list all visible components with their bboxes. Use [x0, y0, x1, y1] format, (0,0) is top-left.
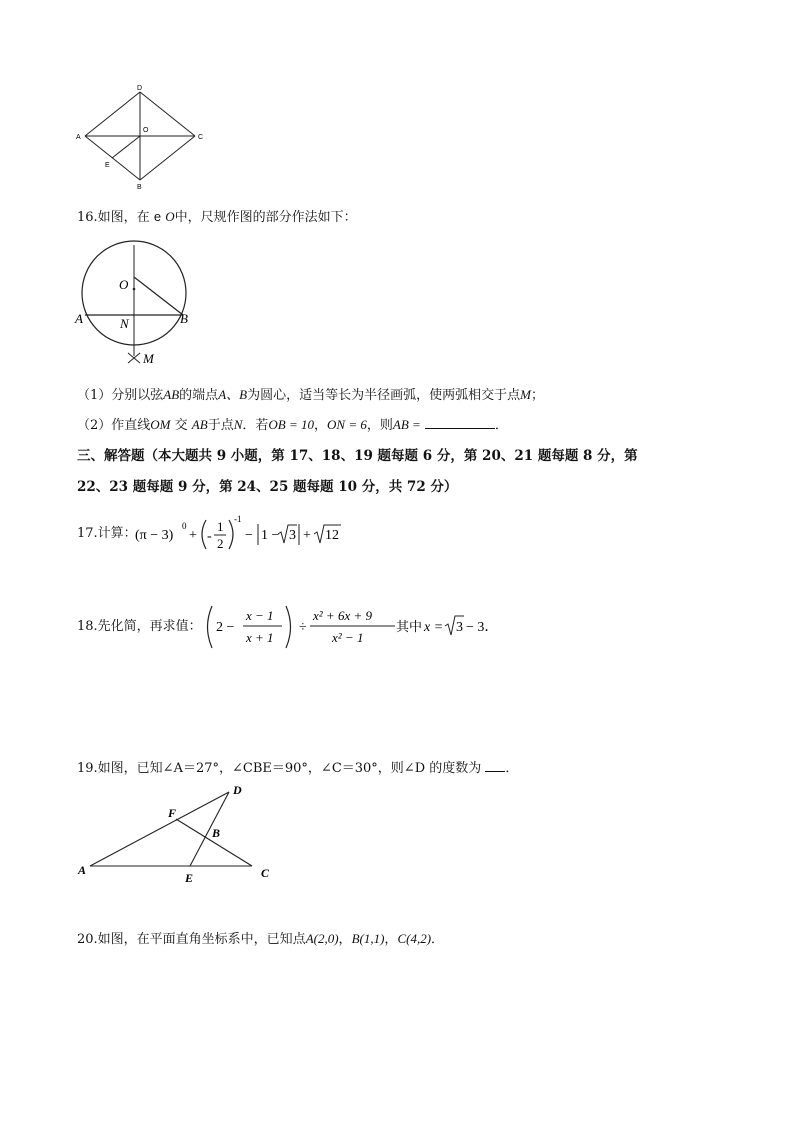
- label-e: E: [185, 871, 194, 885]
- pi-term: (π − 3): [135, 528, 174, 543]
- edge-cb: [140, 136, 195, 180]
- section-3-heading-line2: 22、23 题每题 9 分，第 24、25 题每题 10 分，共 72 分）: [77, 479, 458, 495]
- where-text: 其中: [396, 619, 423, 634]
- big-left-paren: [208, 606, 213, 648]
- point-c: C(4,2): [397, 931, 432, 946]
- answer-blank[interactable]: [485, 771, 505, 772]
- frac-sign: -: [207, 529, 212, 544]
- label-d: D: [233, 783, 242, 797]
- inner-num: x − 1: [246, 608, 274, 623]
- frac-num: 1: [217, 519, 224, 534]
- two-minus: 2 −: [216, 620, 235, 635]
- label-o: O: [119, 277, 129, 292]
- main-num: x² + 6x + 9: [313, 608, 372, 623]
- frac-den: 2: [217, 536, 224, 551]
- plus-1: +: [189, 528, 197, 543]
- exponent-zero: 0: [182, 521, 187, 531]
- label-n: N: [120, 316, 129, 331]
- section-3-heading-line1: 三、解答题（本大题共 9 小题，第 17、18、19 题每题 6 分，第 20、21 题每题 8 分，第: [77, 448, 638, 464]
- label-c: C: [198, 134, 204, 141]
- q17-expression: [135, 512, 355, 556]
- sqrt3-radicand: 3: [456, 620, 463, 635]
- tail: − 3．: [466, 620, 499, 635]
- label-b: B: [137, 184, 142, 191]
- line-de: [190, 792, 229, 866]
- sqrt12-radicand: 12: [325, 528, 339, 543]
- center-dot: [133, 288, 136, 291]
- label-c: C: [261, 866, 270, 880]
- minus: −: [245, 528, 253, 543]
- label-a: A: [78, 863, 87, 877]
- q20-stem: 20.如图，在平面直角坐标系中，已知点A(2,0)，B(1,1)，C(4,2)．: [77, 931, 445, 947]
- triangle-figure: [72, 780, 282, 890]
- point-b: B(1,1): [351, 931, 385, 946]
- answer-blank[interactable]: [425, 428, 495, 429]
- q16-step1: （1）分别以弦AB的端点A、B为圆心，适当等长为半径画弧，使两弧相交于点M；: [77, 387, 544, 403]
- left-paren: [202, 520, 206, 549]
- circle-construction-figure: [70, 232, 200, 372]
- circle-symbol: e: [153, 209, 162, 224]
- label-a: A: [76, 134, 81, 141]
- q16-stem: 16.如图，在 e O中，尺规作图的部分作法如下：: [77, 209, 357, 225]
- label-a: A: [75, 311, 83, 326]
- q18-prefix: 18.先化简，再求值：: [77, 619, 202, 634]
- q17-prefix: 17.计算：: [77, 526, 137, 541]
- q19-stem: 19.如图，已知∠A＝27°，∠CBE＝90°，∠C＝30°，则∠D 的度数为 ．: [77, 761, 519, 776]
- sqrt3-radicand: 3: [289, 528, 296, 543]
- right-paren: [229, 520, 233, 549]
- big-right-paren: [286, 606, 291, 648]
- radius-ob: [134, 277, 183, 315]
- line-ad: [90, 792, 229, 866]
- point-a: A(2,0): [305, 931, 339, 946]
- label-m: M: [143, 351, 154, 366]
- segment-eo: [112, 136, 140, 158]
- label-e: E: [105, 162, 110, 169]
- label-b: B: [212, 826, 221, 840]
- label-d: D: [137, 85, 143, 92]
- divide-sign: ÷: [299, 620, 307, 635]
- label-b: B: [180, 311, 188, 326]
- main-den: x² − 1: [332, 630, 364, 645]
- q18-expression: [202, 600, 512, 654]
- label-o: O: [143, 127, 149, 134]
- x-equals: x =: [424, 620, 444, 635]
- q16-step2: （2）作直线OM 交 AB于点N．若OB = 10，ON = 6，则AB = ．: [77, 417, 508, 433]
- rhombus-figure: [70, 80, 210, 195]
- inner-den: x + 1: [246, 630, 274, 645]
- plus-2: +: [303, 528, 311, 543]
- abs-inner: 1 −: [261, 528, 280, 543]
- edge-da: [85, 92, 140, 136]
- label-f: F: [168, 806, 177, 820]
- exponent-neg-one: -1: [234, 514, 242, 524]
